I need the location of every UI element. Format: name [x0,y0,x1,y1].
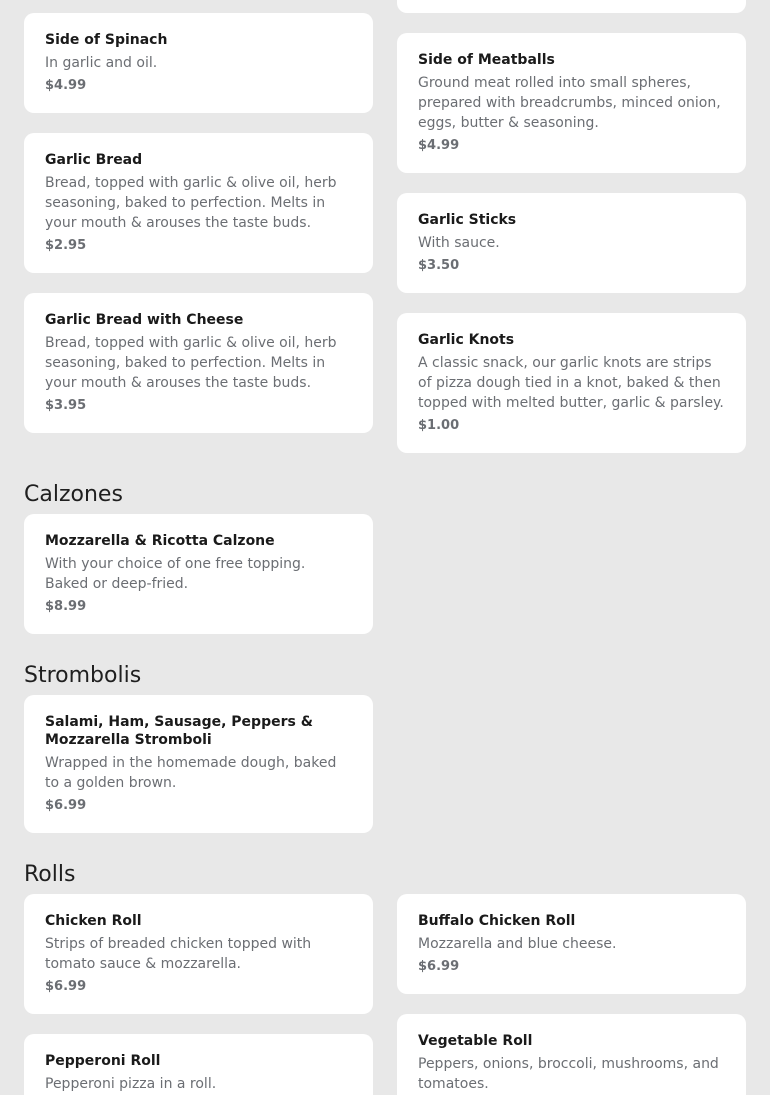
item-description: With your choice of one free topping. Baked or deep-fried. [45,556,306,592]
item-description: Pepperoni pizza in a roll. [45,1076,217,1092]
item-price: $3.50 [418,258,460,273]
item-description: In garlic and oil. [45,55,158,71]
item-description: Mozzarella and blue cheese. [418,936,617,952]
item-price: $2.95 [45,238,87,253]
item-description: Wrapped in the homemade dough, baked to a golden brown. [45,755,337,791]
section-title-rolls: Rolls [24,862,76,887]
menu-item-card[interactable] [24,514,373,634]
item-name: Side of Meatballs [418,52,555,68]
menu-item-card[interactable] [24,293,373,433]
item-price: $6.99 [418,959,460,974]
item-name: Vegetable Roll [418,1033,533,1049]
item-name: Salami, Ham, Sausage, Peppers & Mozzarella Stromboli [45,714,313,748]
item-price: $1.00 [418,418,460,433]
menu-item-card[interactable] [24,1034,373,1095]
item-price: $6.99 [45,798,87,813]
menu-item-card[interactable] [24,133,373,273]
item-description: Ground meat rolled into small spheres, prepared with breadcrumbs, minced onion, eggs, butter & seasoning. [418,75,721,131]
menu-item-card-partial[interactable] [397,0,746,13]
item-description: Bread, topped with garlic & olive oil, herb seasoning, baked to perfection. Melts in your mouth & arouses the taste buds. [45,335,337,391]
item-description: Strips of breaded chicken topped with tomato sauce & mozzarella. [45,936,312,972]
item-description: With sauce. [418,235,500,251]
item-price: $8.99 [45,599,87,614]
item-description: Peppers, onions, broccoli, mushrooms, and tomatoes. [418,1056,719,1092]
item-price: $4.99 [45,78,87,93]
item-name: Pepperoni Roll [45,1053,161,1069]
item-description: Bread, topped with garlic & olive oil, herb seasoning, baked to perfection. Melts in your mouth & arouses the taste buds. [45,175,337,231]
menu-item-card[interactable] [397,313,746,453]
section-title-calzones: Calzones [24,482,123,507]
item-name: Garlic Bread [45,152,143,168]
item-description: A classic snack, our garlic knots are strips of pizza dough tied in a knot, baked & then topped with melted butter, garlic & parsley. [418,355,724,411]
item-name: Side of Spinach [45,32,168,48]
menu-item-card[interactable] [24,894,373,1014]
item-price: $3.95 [45,398,87,413]
menu-item-card[interactable] [397,1014,746,1095]
menu-item-card[interactable] [24,13,373,113]
section-title-strombolis: Strombolis [24,663,142,688]
item-name: Buffalo Chicken Roll [418,913,576,929]
item-name: Chicken Roll [45,913,142,929]
menu-item-card[interactable] [397,33,746,173]
item-name: Garlic Knots [418,332,515,348]
item-name: Garlic Bread with Cheese [45,312,244,328]
item-price: $4.99 [418,138,460,153]
item-name: Garlic Sticks [418,212,517,228]
menu-item-card[interactable] [397,193,746,293]
item-price: $6.99 [45,979,87,994]
menu-item-card[interactable] [397,894,746,994]
menu-item-card[interactable] [24,695,373,833]
item-name: Mozzarella & Ricotta Calzone [45,533,275,549]
